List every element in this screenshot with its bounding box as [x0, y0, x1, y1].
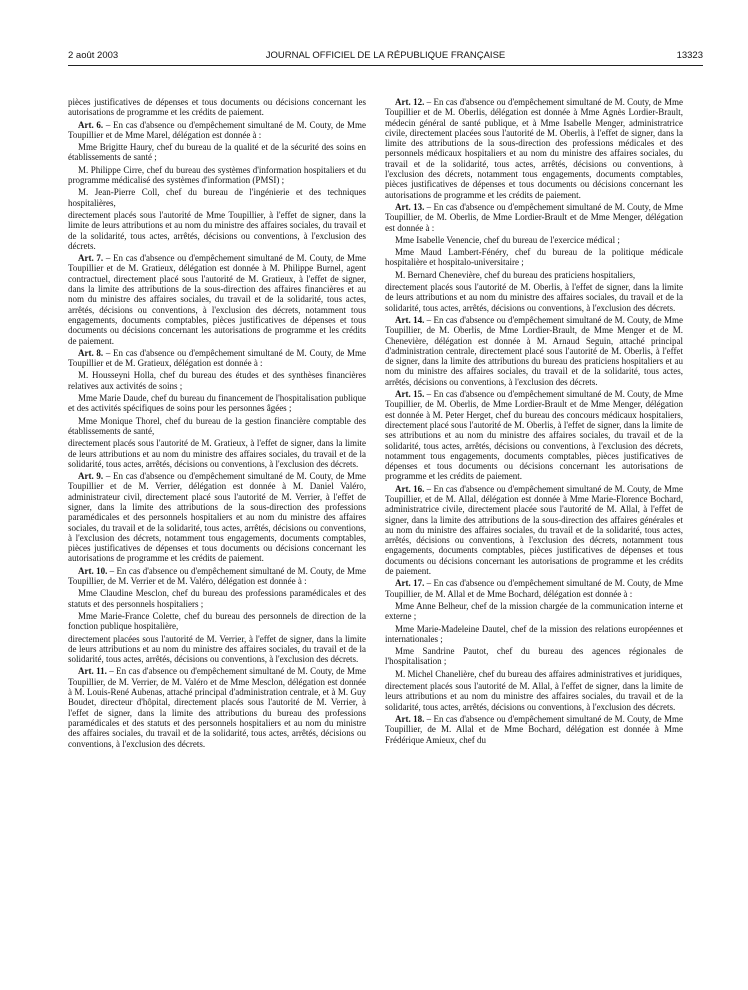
paragraph-text: M. Bernard Chenevière, chef du bureau des praticiens hospitaliers,: [395, 269, 636, 280]
paragraph-text: directement placées sous l'autorité de M. Verrier, à l'effet de signer, dans la limite de leurs attributions et au nom du ministre des affaires sociales, du travail et de la solidarité, tous actes, arrêtés, décisions ou conventions, à l'exclusion des décrets.: [68, 633, 366, 665]
paragraph-text: pièces justificatives de dépenses et tous documents ou décisions concernant les autorisations de programme et les crédits de paiement.: [68, 97, 366, 118]
paragraph: [68, 611, 366, 632]
paragraph: [68, 165, 366, 186]
paragraph: [385, 681, 683, 712]
paragraph-text: directement placés sous l'autorité de M. Oberlis, à l'effet de signer, dans la limite de leurs attributions et au nom du ministre des affaires sociales, du travail et de la solidarité, tous actes, arrêtés, décisions ou conventions, à l'exclusion des décrets.: [385, 282, 683, 313]
article-label: Art. 18.: [395, 713, 425, 724]
article-label: Art. 8.: [78, 347, 104, 358]
paragraph-text: Mme Maud Lambert-Fénéry, chef du bureau de la politique médicale hospitalière et hospitalo-universitaire ;: [385, 247, 683, 268]
paragraph-text: M. Housseyni Holla, chef du bureau des études et des synthèses financières relatives aux activités de soins ;: [68, 370, 366, 391]
paragraph: [385, 389, 683, 482]
paragraph: [68, 187, 366, 208]
paragraph: [68, 634, 366, 665]
paragraph: [68, 210, 366, 251]
journal-title: JOURNAL OFFICIEL DE LA RÉPUBLIQUE FRANÇAISE: [265, 50, 506, 61]
paragraph: [68, 438, 366, 469]
paragraph-text: Mme Monique Thorel, chef du bureau de la gestion financière comptable des établissements de santé,: [68, 415, 366, 436]
paragraph: [385, 601, 683, 622]
paragraph: [385, 484, 683, 577]
article-label: Art. 9.: [78, 471, 104, 482]
paragraph-text: – En cas d'absence ou d'empêchement simultané de M. Couty, de Mme Toupillier et de Mme Marel, délégation est donnée à :: [68, 119, 366, 140]
paragraph-text: M. Jean-Pierre Coll, chef du bureau de l'ingénierie et des techniques hospitalières,: [68, 187, 366, 208]
article-label: Art. 17.: [395, 578, 425, 589]
article-label: Art. 11.: [78, 666, 107, 677]
left-column: [68, 97, 366, 751]
article-label: Art. 16.: [395, 483, 425, 494]
paragraph: [68, 370, 366, 391]
paragraph-text: directement placés sous l'autorité de M. Gratieux, à l'effet de signer, dans la limite de leurs attributions et au nom du ministre des affaires sociales, du travail et de la solidarité, tous actes, arrêtés, décisions ou conventions, à l'exclusion des décrets.: [68, 438, 366, 469]
paragraph-text: – En cas d'absence ou d'empêchement simultané de M. Couty, de Mme Toupillier, de M. Allal et de Mme Bochard, délégation est donnée à :: [385, 578, 684, 599]
paragraph: [68, 566, 366, 587]
article-label: Art. 12.: [395, 97, 425, 107]
paragraph-text: – En cas d'absence ou d'empêchement simultané de M. Couty, de Mme Toupillier, de M. Oberlis, de Mme Lordier-Brault, de Mme Menger et de M. Chenevière, délégation est donnée à M. Arnaud Seguin, attaché principal d'administration centrale, directement placé sous l'autorité de M. Oberlis, à l'effet de signer, dans la limite des attributions du bureau des praticiens hospitaliers et au nom du ministre des affaires sociales, du travail et de la solidarité, tous actes, arrêtés, décisions ou conventions, à l'exclusion des décrets.: [385, 314, 684, 387]
paragraph: [68, 97, 366, 118]
paragraph-text: Mme Isabelle Venencie, chef du bureau de l'exercice médical ;: [395, 234, 620, 245]
paragraph: [385, 235, 683, 245]
article-label: Art. 10.: [78, 565, 108, 576]
article-label: Art. 7.: [78, 253, 104, 264]
paragraph: [68, 666, 366, 748]
article-label: Art. 6.: [78, 119, 104, 130]
paragraph: [385, 282, 683, 313]
article-label: Art. 14.: [395, 314, 425, 325]
paragraph: [68, 416, 366, 437]
paragraph-text: – En cas d'absence ou d'empêchement simultané de M. Couty, de Mme Toupillier et de M. Gratieux, délégation est donnée à M. Philippe Burnel, agent contractuel, directement placé sous l'autorité de M. Gratieux, à l'effet de signer, dans la limite des attributions de la sous-direction des affaires financières et au nom du ministre des affaires sociales, du travail et de la solidarité, tous actes, arrêtés, décisions ou conventions, à l'exclusion des décrets, notamment tous engagements, documents comptables, pièces justificatives de dépenses et tous documents ou décisions concernant les autorisations de programme et les crédits de paiement.: [68, 253, 366, 346]
paragraph-text: Mme Claudine Mesclon, chef du bureau des professions paramédicales et des statuts et des personnels hospitaliers ;: [68, 588, 366, 609]
article-label: Art. 13.: [395, 201, 425, 212]
paragraph-text: – En cas d'absence ou d'empêchement simultané de M. Couty, de Mme Toupillier et de M. Gratieux, délégation est donnée à :: [68, 347, 366, 369]
paragraph-text: M. Michel Chanelière, chef du bureau des affaires administratives et juridiques,: [395, 668, 682, 679]
paragraph: [385, 578, 683, 599]
paragraph: [385, 714, 683, 745]
paragraph: [68, 471, 366, 564]
paragraph-text: – En cas d'absence ou d'empêchement simultané de M. Couty, de Mme Toupillier, et de M. Allal, délégation est donnée à Mme Marie-Florence Bochard, administratrice civile, directement placée sous l'autorité de M. Allal, à l'effet de signer, dans la limite des attributions de la sous-direction des affaires générales et au nom du ministre des affaires sociales, du travail et de la solidarité, tous actes, arrêtés, décisions ou conventions, à l'exclusion des décrets, notamment tous engagements, documents comptables, pièces justificatives de dépenses et tous documents ou décisions concernant les autorisations de programme et les crédits de paiement.: [385, 483, 684, 577]
paragraph: [68, 393, 366, 414]
paragraph: [68, 120, 366, 141]
paragraph: [68, 142, 366, 163]
paragraph: [385, 247, 683, 268]
paragraph: [385, 646, 683, 667]
paragraph-text: – En cas d'absence ou d'empêchement simultané de M. Couty, de Mme Toupillier et de M. Verrier, délégation est donnée à M. Daniel Valéro, administrateur civil, directement placé sous l'autorité de M. Verrier, à l'effet de signer, dans la limite des attributions de la sous-direction des professions paramédicales et des personnels hospitaliers et au nom du ministre des affaires sociales, du travail et de la solidarité, tous actes, arrêtés, décisions ou conventions, à l'exclusion des décrets, notamment tous engagements, documents comptables, pièces justificatives de dépenses et tous documents ou décisions concernant les autorisations de programme et les crédits de paiement.: [68, 471, 366, 564]
issue-date: 2 août 2003: [68, 50, 119, 61]
paragraph: [68, 253, 366, 346]
paragraph: [385, 202, 683, 233]
paragraph: [385, 669, 683, 679]
paragraph-text: – En cas d'absence ou d'empêchement simultané de M. Couty, de Mme Toupillier et de M. Oberlis, délégation est donnée à Mme Agnès Lordier-Brault, médecin général de santé publique, et à Mme Isabelle Menger, administratrice civile, directement placées sous l'autorité de M. Oberlis, à l'effet de signer, dans la limite des attributions de la sous-direction des professions médicales et des personnels médicaux hospitaliers et au nom du ministre des affaires sociales, du travail et de la solidarité, tous actes, arrêtés, décisions ou conventions, à l'exclusion des décrets, notamment tous engagements, documents comptables, pièces justificatives de dépenses et tous documents ou décisions concernant les autorisations de programme et les crédits de paiement.: [385, 97, 684, 200]
paragraph-text: – En cas d'absence ou d'empêchement simultané de M. Couty, de Mme Toupillier, de M. Oberlis, de Mme Lordier-Brault et de Mme Menger, délégation est donnée à M. Peter Herget, chef du bureau des concours médicaux hospitaliers, directement placé sous l'autorité de M. Oberlis, à l'effet de signer, dans la limite de ses attributions et au nom du ministre des affaires sociales, du travail et de la solidarité, tous actes, arrêtés, décisions ou conventions, à l'exclusion des décrets, notamment tous engagements, documents comptables, pièces justificatives de dépenses et tous documents ou décisions concernant les autorisations de programme et les crédits de paiement.: [385, 389, 684, 482]
paragraph-text: – En cas d'absence ou d'empêchement simultané de M. Couty, de Mme Toupillier, de M. Allal et de Mme Bochard, délégation est donnée à Mme Frédérique Amieux, chef du: [385, 713, 684, 745]
paragraph: [385, 624, 683, 645]
page-number: 13323: [676, 50, 703, 61]
paragraph: [68, 348, 366, 369]
paragraph-text: Mme Marie Daude, chef du bureau du financement de l'hospitalisation publique et des activités spécifiques de soins pour les personnes âgées ;: [68, 393, 366, 414]
paragraph-text: directement placés sous l'autorité de M. Allal, à l'effet de signer, dans la limite de leurs attributions et au nom du ministre des affaires sociales, du travail et de la solidarité, tous actes, arrêtés, décisions ou conventions, à l'exclusion des décrets.: [385, 681, 683, 712]
paragraph: [68, 588, 366, 609]
paragraph-text: – En cas d'absence ou d'empêchement simultané de M. Couty, de Mme Toupillier, de M. Verrier, de M. Valéro et de Mme Mesclon, délégation est donnée à M. Louis-René Aubenas, attaché principal d'administration centrale, et à M. Guy Boudet, directeur d'hôpital, directement placés sous l'autorité de M. Verrier, à l'effet de signer, dans la limite des attributions du bureau des professions paramédicales et des statuts et des personnels hospitaliers et au nom du ministre des affaires sociales, du travail et de la solidarité, tous actes, arrêtés, décisions ou conventions, à l'exclusion des décrets.: [68, 666, 366, 749]
paragraph-text: Mme Anne Belheur, chef de la mission chargée de la communication interne et externe ;: [385, 600, 683, 622]
paragraph: [385, 315, 683, 387]
paragraph-text: Mme Sandrine Pautot, chef du bureau des agences régionales de l'hospitalisation ;: [385, 646, 683, 667]
paragraph-text: – En cas d'absence ou d'empêchement simultané de M. Couty, de Mme Toupillier, de M. Verrier et de M. Valéro, délégation est donnée à :: [68, 565, 367, 587]
paragraph-text: M. Philippe Cirre, chef du bureau des systèmes d'information hospitaliers et du programme médicalisé des systèmes d'information (PMSI) ;: [68, 164, 366, 186]
right-column: [385, 97, 683, 747]
article-label: Art. 15.: [395, 389, 425, 400]
paragraph-text: Mme Brigitte Haury, chef du bureau de la qualité et de la sécurité des soins en établissements de santé ;: [68, 142, 366, 163]
header-rule: [68, 65, 703, 66]
paragraph: [385, 270, 683, 280]
paragraph-text: directement placés sous l'autorité de Mme Toupillier, à l'effet de signer, dans la limite de leurs attributions et au nom du ministre des affaires sociales, du travail et de la solidarité, tous actes, arrêtés, décisions ou conventions, à l'exclusion des décrets.: [68, 209, 366, 251]
paragraph-text: – En cas d'absence ou d'empêchement simultané de M. Couty, de Mme Toupillier, de M. Oberlis, de Mme Lordier-Brault et de Mme Menger, délégation est donnée à :: [385, 201, 684, 233]
paragraph-text: Mme Marie-France Colette, chef du bureau des personnels de direction de la fonction publique hospitalière,: [68, 610, 366, 632]
paragraph-text: Mme Marie-Madeleine Dautel, chef de la mission des relations européennes et internationales ;: [385, 623, 683, 644]
paragraph: [385, 97, 683, 200]
page-header: [68, 50, 703, 64]
